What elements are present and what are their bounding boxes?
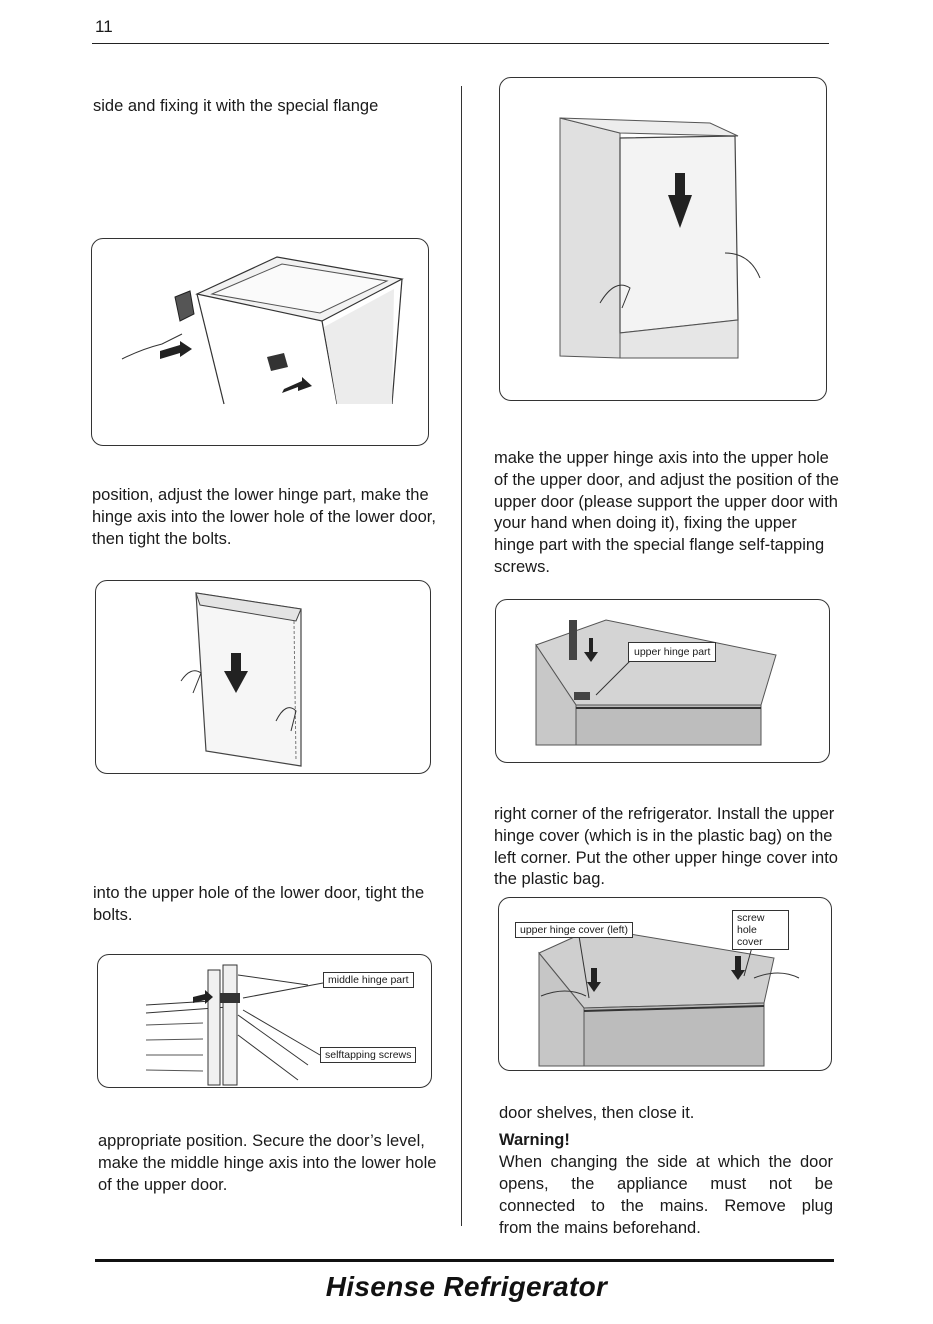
left-paragraph-4: appropriate position. Secure the door’s level, make the middle hinge axis into the lower hole of the upper door. [98, 1132, 437, 1194]
page-number: 11 [95, 17, 113, 36]
callout-screw-hole-cover: screw hole cover [732, 910, 789, 950]
callout-selftapping-screws: selftapping screws [320, 1047, 416, 1063]
right-paragraph-2: right corner of the refrigerator. Install the upper hinge cover (which is in the plastic bag) on the left corner. Put the other upper hinge cover into the plastic bag. [494, 805, 838, 889]
callout-upper-hinge: upper hinge part [628, 642, 716, 662]
callout-hinge-cover-left: upper hinge cover (left) [515, 922, 633, 938]
right-paragraph-1: make the upper hinge axis into the upper hole of the upper door, and adjust the position of the upper door (please support the upper door with your hand when doing it), fixing the upper hinge part with the special flange self-tapping screws. [494, 449, 839, 576]
warning-line-2: opens, the appliance must not be [499, 1175, 833, 1193]
figure-hinge-cover [498, 897, 832, 1071]
footer-brand: Hisense Refrigerator [325, 1271, 608, 1302]
right-paragraph-3: door shelves, then close it. [499, 1104, 695, 1122]
top-rule [92, 43, 829, 44]
figure-middle-hinge [97, 954, 432, 1088]
figure-lower-hinge-install [91, 238, 429, 446]
figure-lower-door [95, 580, 431, 774]
left-paragraph-1: side and fixing it with the special flange [93, 97, 379, 115]
figure-upper-door [499, 77, 827, 401]
callout-middle-hinge: middle hinge part [323, 972, 414, 988]
fridge-top-illustration [92, 239, 428, 445]
warning-line-3: connected to the mains. Remove plug [499, 1197, 833, 1215]
footer-rule [95, 1259, 834, 1262]
warning-line-1: When changing the side at which the door [499, 1153, 833, 1171]
upper-hinge-illustration [496, 600, 829, 762]
lower-door-illustration [96, 581, 430, 773]
upper-door-illustration [500, 78, 826, 400]
warning-title: Warning! [499, 1131, 570, 1149]
warning-line-4: from the mains beforehand. [499, 1219, 701, 1237]
left-paragraph-3: into the upper hole of the lower door, tight the bolts. [93, 884, 425, 924]
figure-upper-hinge [495, 599, 830, 763]
column-divider [461, 86, 462, 1226]
left-paragraph-2: position, adjust the lower hinge part, make the hinge axis into the lower hole of the lower door, then tight the bolts. [92, 486, 436, 548]
